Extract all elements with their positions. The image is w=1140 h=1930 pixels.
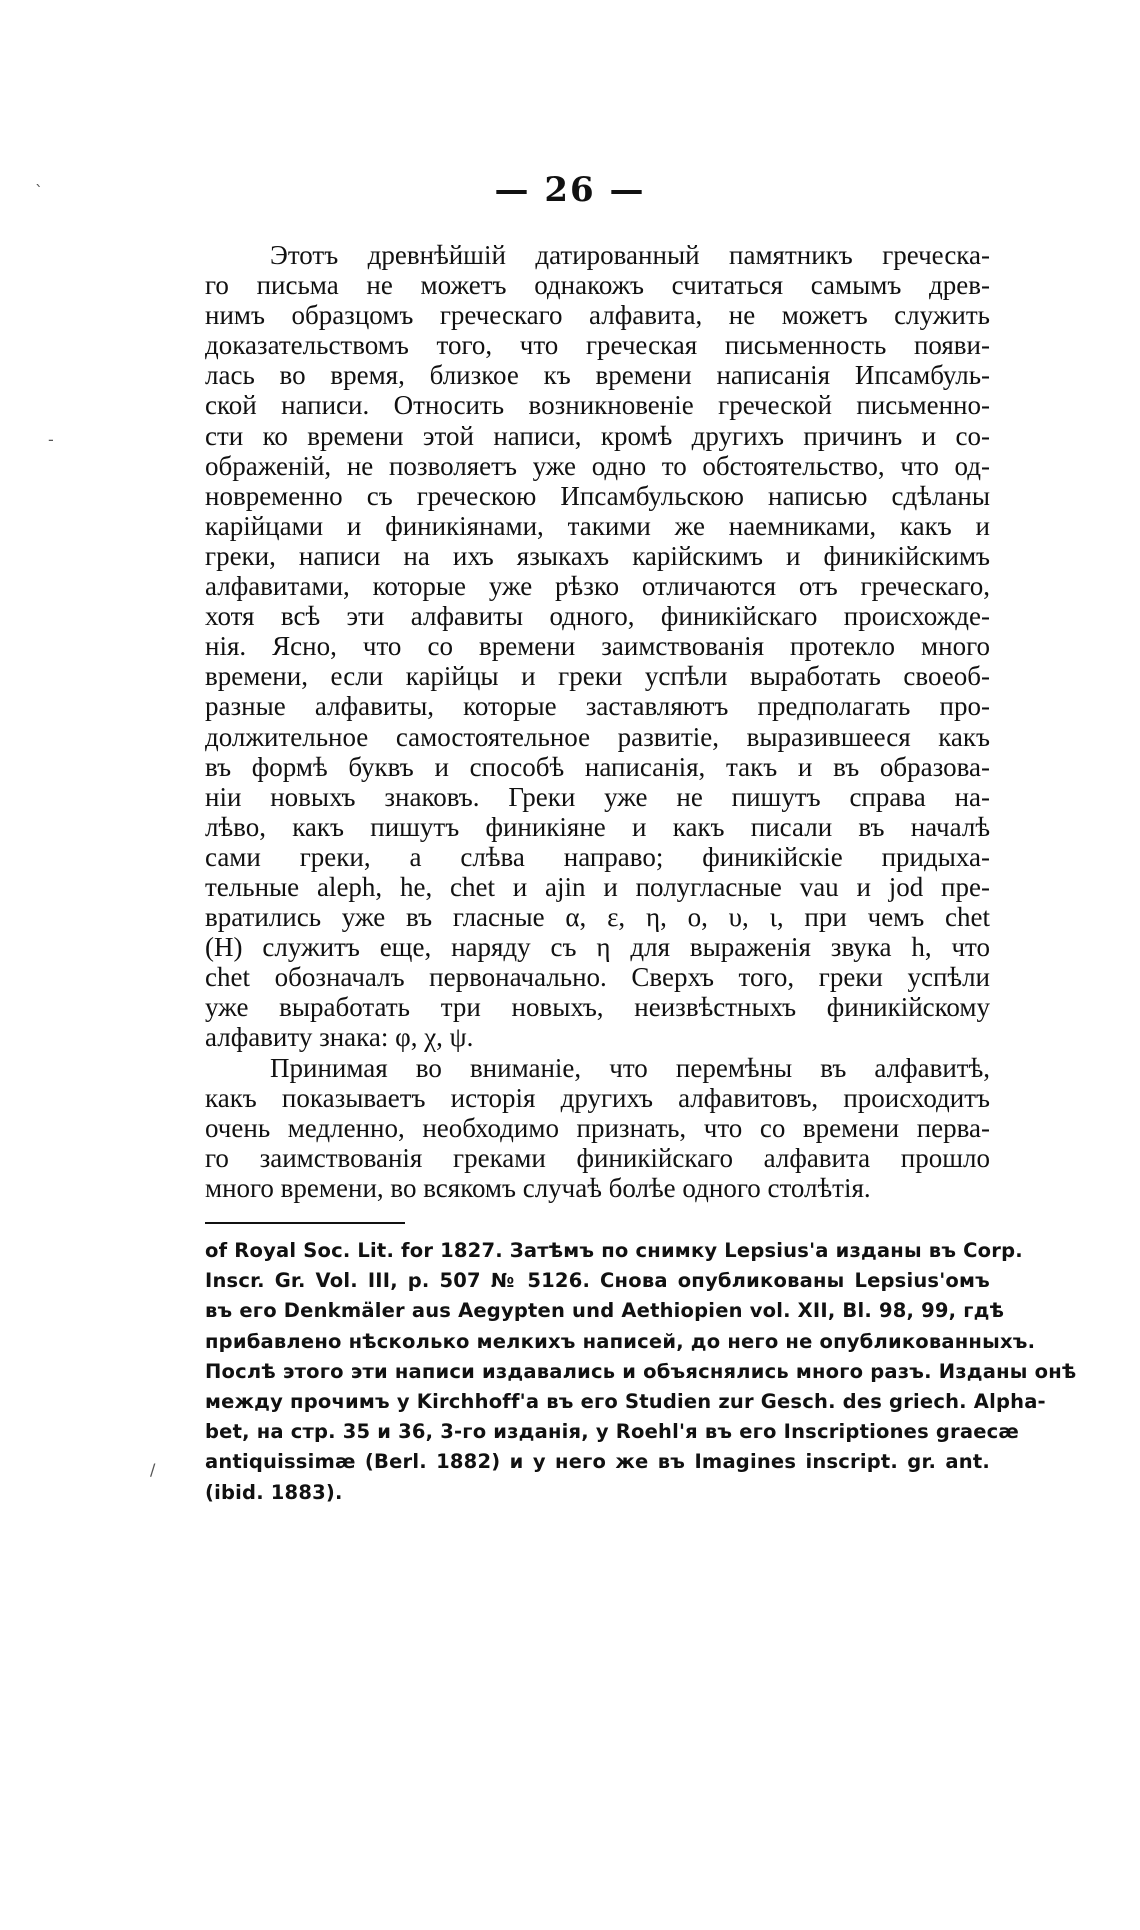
text-line: сти ко времени этой написи, кромѣ другихъ причинъ и со- [205,420,990,451]
footnote-line: antiquissimæ (Berl. 1882) и у него же въ Imagines inscript. gr. ant. [205,1450,990,1474]
text-line: греки, написи на ихъ языкахъ карійскимъ и финикійскимъ [205,540,990,571]
text-line: нимъ образцомъ греческаго алфавита, не можетъ служить [205,300,990,331]
text-line: новременно съ греческою Ипсамбульскою написью сдѣланы [205,480,990,511]
text-line: много времени, во всякомъ случаѣ болѣе одного столѣтія. [205,1172,871,1203]
footnote-line: of Royal Soc. Lit. for 1827. Затѣмъ по снимку Lepsius'а изданы въ Corp. [205,1239,1023,1262]
text-line: го заимствованія греками финикійскаго алфавита прошло [205,1142,990,1173]
footnote-line: прибавлено нѣсколько мелкихъ написей, до него не опубликованныхъ. [205,1329,1036,1353]
text-line: карійцами и финикіянами, такими же наемниками, какъ и [205,510,990,541]
text-line: доказательствомъ того, что греческая письменность появи- [205,330,990,361]
page-number: — 26 — [494,170,646,210]
main-text [205,240,990,1203]
text-line: нія. Ясно, что со времени заимствованія протекло много [205,631,990,662]
footnote-line: въ его Denkmäler aus Aegypten und Aethiopien vol. XII, Bl. 98, 99, гдѣ [205,1299,1005,1323]
text-line: уже выработать три новыхъ, неизвѣстныхъ финикійскому [205,992,990,1023]
text-line: ніи новыхъ знаковъ. Греки уже не пишутъ справа на- [205,781,990,812]
text-line: какъ показываетъ исторія другихъ алфавитовъ, происходитъ [205,1082,990,1113]
text-line: го письма не можетъ однакожъ считаться самымъ древ- [205,270,990,301]
text-line: разные алфавиты, которые заставляютъ предполагать про- [205,691,990,722]
text-line: алфавиту знака: φ, χ, ψ. [205,1022,474,1053]
margin-mark: / [150,1460,156,1479]
paragraph-2 [205,1053,990,1203]
text-line: тельные aleph, he, chet и ajin и полугласные vau и jod пре- [205,871,990,902]
footnote-line: bet, на стр. 35 и 36, 3-го изданія, у Roehl'я въ его Inscriptiones graecæ [205,1420,1020,1444]
text-line: ображеній, не позволяетъ уже одно то обстоятельство, что од- [205,450,990,481]
text-line: очень медленно, необходимо признать, что со времени перва- [205,1112,990,1143]
footnote-line: Inscr. Gr. Vol. III, p. 507 № 5126. Снова опубликованы Lepsius'омъ [205,1269,990,1293]
text-line: сами греки, а слѣва направо; финикійскіе придыха- [205,841,990,872]
text-line: (H) служитъ еще, наряду съ η для выраженія звука h, что [205,932,990,963]
text-line: хотя всѣ эти алфавиты одного, финикійскаго происхожде- [205,601,990,632]
text-line: chet обозначалъ первоначально. Сверхъ того, греки успѣли [205,962,990,993]
footnote-line: между прочимъ у Kirchhoff'а въ его Studien zur Gesch. des griech. Alpha- [205,1390,1046,1414]
footnote-line: (ibid. 1883). [205,1480,343,1504]
text-line: ской написи. Относить возникновеніе греческой письменно- [205,390,990,421]
footnote [205,1236,1077,1508]
text-line: лась во время, близкое къ времени написанія Ипсамбуль- [205,360,990,391]
margin-mark: ` [35,182,43,201]
text-line: въ формѣ буквъ и способѣ написанія, такъ и въ образова- [205,751,990,782]
text-line: должительное самостоятельное развитіе, выразившееся какъ [205,721,990,752]
footnote-rule [205,1222,405,1224]
paragraph-1 [205,240,990,1053]
margin-mark: - [48,430,54,449]
text-line: Этотъ древнѣйшій датированный памятникъ греческа- [270,240,990,270]
text-line: лѣво, какъ пишутъ финикіяне и какъ писали въ началѣ [205,811,990,842]
text-line: алфавитами, которые уже рѣзко отличаются отъ греческаго, [205,571,990,602]
text-line: времени, если карійцы и греки успѣли выработать своеоб- [205,661,990,692]
text-line: вратились уже въ гласные α, ε, η, ο, υ, ι, при чемъ chet [205,902,990,933]
footnote-line: Послѣ этого эти написи издавались и объяснялись много разъ. Изданы онѣ [205,1359,1077,1383]
text-line: Принимая во вниманіе, что перемѣны въ алфавитѣ, [270,1052,990,1083]
